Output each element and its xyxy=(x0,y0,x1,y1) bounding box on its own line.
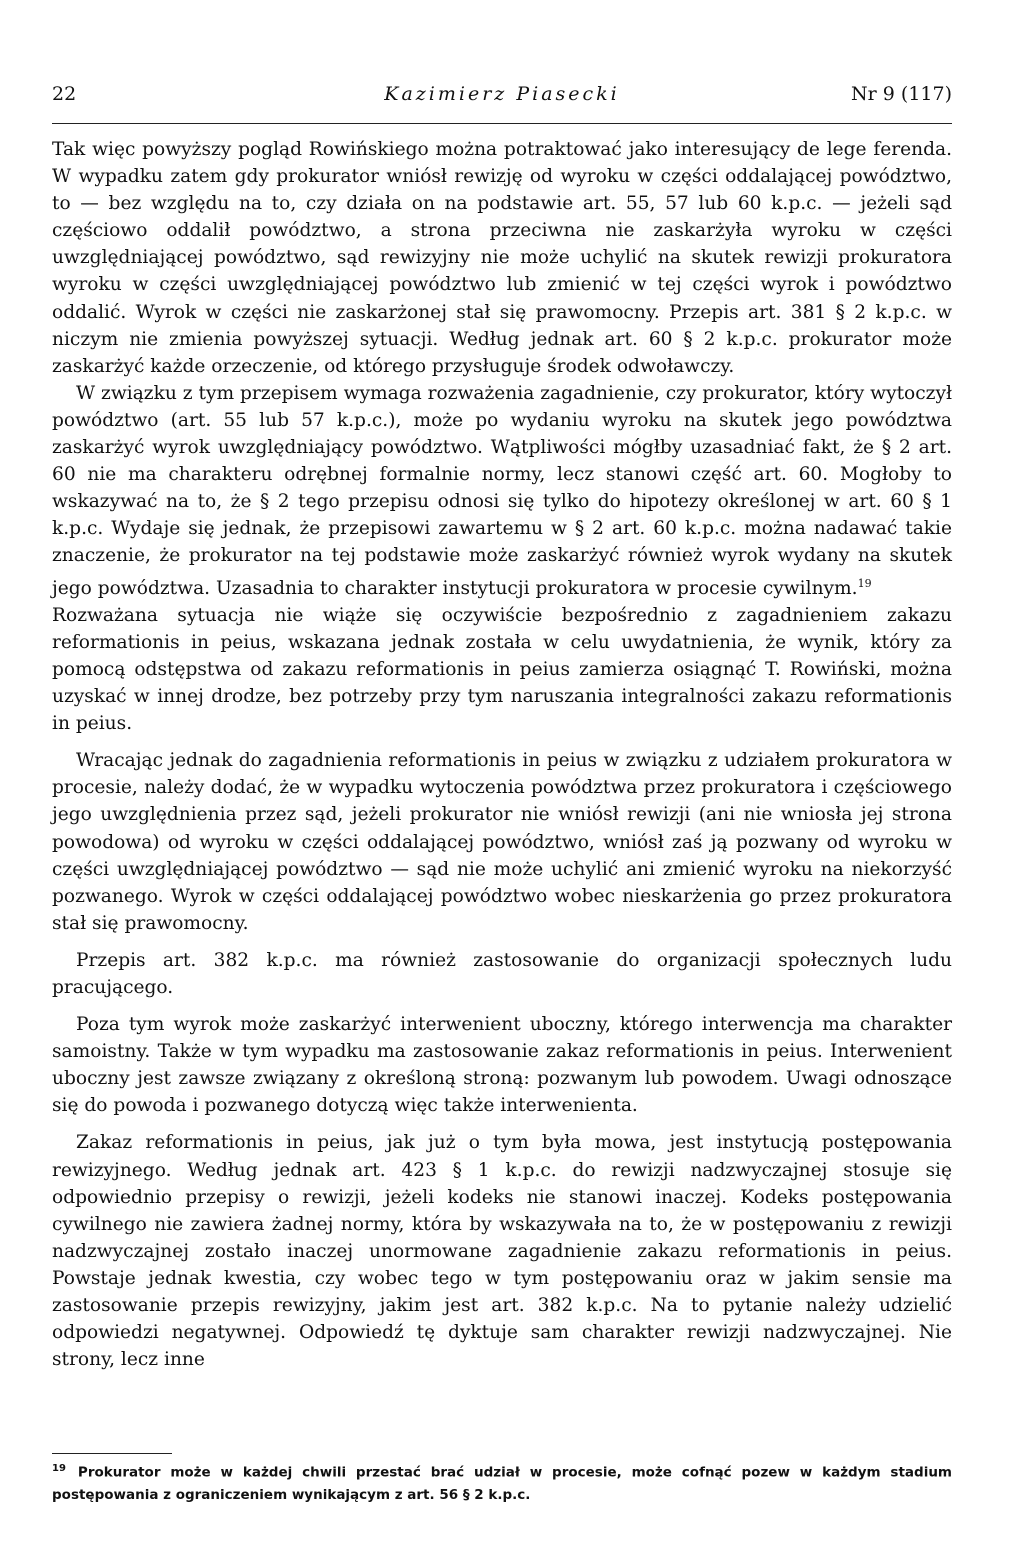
footnote-reference: 19 xyxy=(857,576,872,590)
paragraph: Rozważana sytuacja nie wiąże się oczywiście bezpośrednio z zagadnieniem zakazu reformationis in peius, wskazana jednak została w celu uwydatnienia, że wynik, który za pomocą odstępstwa od zakazu reformationis in peius zamierza osiągnąć T. Rowiński, można uzyskać w innej drodze, bez potrzeby przy tym naruszania integralności zakazu reformationis in peius. xyxy=(52,604,952,735)
paragraph: Poza tym wyrok może zaskarżyć interwenient uboczny, którego interwencja ma charakter samoistny. Także w tym wypadku ma zastosowanie zakaz reformationis in peius. Interwenient uboczny jest zawsze związany z określoną stroną: pozwanym lub powodem. Uwagi odnoszące się do powoda i pozwanego dotyczą więc także interwenienta. xyxy=(52,1014,952,1117)
page-number: 22 xyxy=(52,83,77,105)
paragraph: Wracając jednak do zagadnienia reformationis in peius w związku z udziałem prokuratora w procesie, należy dodać, że w wypadku wytoczenia powództwa przez prokuratora i częściowego jego uwzględnienia przez sąd, jeżeli prokurator nie wniósł rewizji (ani nie wniosła jej strona powodowa) od wyroku w części oddalającej powództwo, wniósł zaś ją pozwany od wyroku w części uwzględniającej powództwo — sąd nie może uchylić ani zmienić wyroku na niekorzyść pozwanego. Wyrok w części oddalającej powództwo wobec nieskarżenia go przez prokuratora stał się prawomocny. xyxy=(52,750,952,934)
paragraph xyxy=(52,380,952,602)
footnote-number: 19 xyxy=(52,1463,66,1474)
header-rule xyxy=(52,123,952,124)
running-title-author: Kazimierz Piasecki xyxy=(384,83,620,105)
paragraph: Przepis art. 382 k.p.c. ma również zastosowanie do organizacji społecznych ludu pracującego. xyxy=(52,949,952,998)
article-body xyxy=(52,136,952,1373)
paragraph-text: W związku z tym przepisem wymaga rozważenia zagadnienie, czy prokurator, który wytoczył powództwo (art. 55 lub 57 k.p.c.), może po wydaniu wyroku na skutek jego powództwa zaskarżyć wyrok uwzględniający powództwo. Wątpliwości mógłby uzasadniać fakt, że § 2 art. 60 nie ma charakteru odrębnej formalnie normy, lecz stanowi część art. 60. Mogłoby to wskazywać na to, że § 2 tego przepisu odnosi się tylko do hipotezy określonej w art. 60 § 1 k.p.c. Wydaje się jednak, że przepisowi zawartemu w § 2 art. 60 k.p.c. można nadawać takie znaczenie, że prokurator na tej podstawie może zaskarżyć również wyrok wydany na skutek jego powództwa. Uzasadnia to charakter instytucji prokuratora w procesie cywilnym. xyxy=(52,382,952,599)
footnote-text: Prokurator może w każdej chwili przestać brać udział w procesie, może cofnąć pozew w każdym stadium postępowania z ograniczeniem wynikającym z art. 56 § 2 k.p.c. xyxy=(52,1464,952,1503)
paragraph: Tak więc powyższy pogląd Rowińskiego można potraktować jako interesujący de lege ferenda. W wypadku zatem gdy prokurator wniósł rewizję od wyroku w części oddalającej powództwo, to — bez względu na to, czy działa on na podstawie art. 55, 57 lub 60 k.p.c. — jeżeli sąd częściowo oddalił powództwo, a strona przeciwna nie zaskarżyła wyroku w części uwzględniającej powództwo, sąd rewizyjny nie może uchylić na skutek rewizji prokuratora wyroku w części uwzględniającej powództwo lub zmienić w tej części wyrok i powództwo oddalić. Wyrok w części nie zaskarżonej stał się prawomocny. Przepis art. 381 § 2 k.p.c. w niczym nie zmienia powyższej sytuacji. Według jednak art. 60 § 2 k.p.c. prokurator może zaskarżyć każde orzeczenie, od którego przysługuje środek odwoławczy. xyxy=(52,139,952,377)
running-header xyxy=(52,83,952,113)
paragraph: Zakaz reformationis in peius, jak już o tym była mowa, jest instytucją postępowania rewizyjnego. Według jednak art. 423 § 1 k.p.c. do rewizji nadzwyczajnej stosuje się odpowiednio przepisy o rewizji, jeżeli kodeks nie stanowi inaczej. Kodeks postępowania cywilnego nie zawiera żadnej normy, która by wskazywała na to, że w postępowaniu z rewizji nadzwyczajnej zostało inaczej unormowane zagadnienie zakazu reformationis in peius. Powstaje jednak kwestia, czy wobec tego w tym postępowaniu oraz w jakim sensie ma zastosowanie przepis rewizyjny, jakim jest art. 382 k.p.c. Na to pytanie należy udzielić odpowiedzi negatywnej. Odpowiedź tę dyktuje sam charakter rewizji nadzwyczajnej. Nie strony, lecz inne xyxy=(52,1132,952,1371)
footnote xyxy=(52,1458,952,1506)
issue-number: Nr 9 (117) xyxy=(851,83,952,105)
footnote-rule xyxy=(52,1453,172,1454)
